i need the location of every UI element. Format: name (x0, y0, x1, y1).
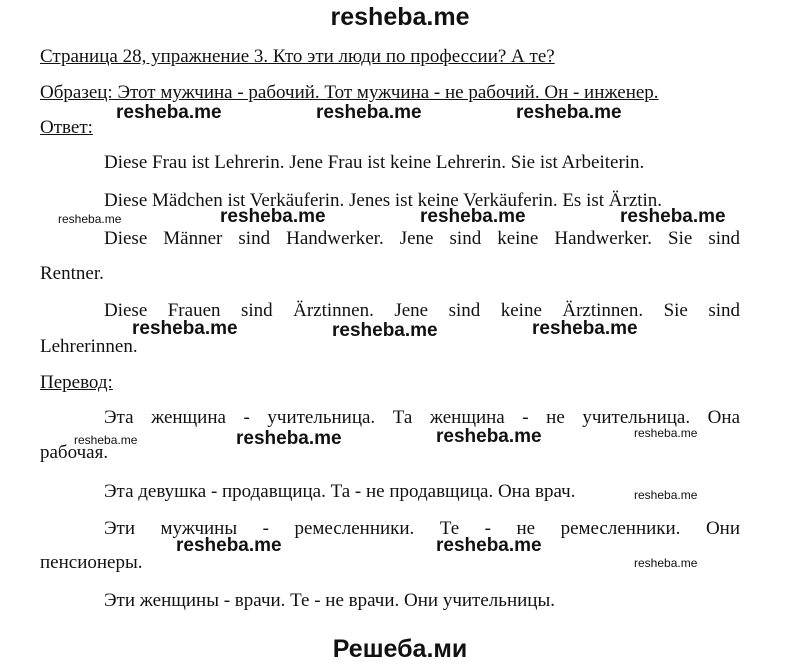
translation-line-2: Эта девушка - продавщица. Та - не продавщица. Она врач. (104, 481, 576, 502)
watermark: resheba.me (620, 206, 726, 227)
translation-line-1: Эта женщина - учительница. Та женщина - не учительница. Она (104, 407, 740, 428)
watermark: resheba.me (116, 102, 222, 123)
site-header: resheba.me (330, 3, 470, 31)
site-footer: Решеба.ми (332, 635, 468, 663)
watermark: resheba.me (516, 102, 622, 123)
watermark: resheba.me (436, 426, 542, 447)
translation-line-3-cont: пенсионеры. (40, 552, 143, 573)
watermark: resheba.me (532, 318, 638, 339)
watermark: resheba.me (436, 535, 542, 556)
watermark: resheba.me (132, 318, 238, 339)
watermark-small: resheba.me (634, 556, 698, 570)
watermark: resheba.me (316, 102, 422, 123)
watermark: resheba.me (236, 428, 342, 449)
answer-line-4: Diese Frauen sind Ärztinnen. Jene sind keine Ärztinnen. Sie sind (104, 300, 740, 321)
watermark: resheba.me (332, 320, 438, 341)
watermark: resheba.me (420, 206, 526, 227)
answer-line-2: Diese Mädchen ist Verkäuferin. Jenes ist keine Verkäuferin. Es ist Ärztin. (104, 190, 663, 211)
translation-line-3: Эти мужчины - ремесленники. Те - не ремесленники. Они (104, 518, 740, 539)
answer-line-1: Diese Frau ist Lehrerin. Jene Frau ist keine Lehrerin. Sie ist Arbeiterin. (104, 152, 645, 173)
answer-line-3-cont: Rentner. (40, 263, 104, 284)
translation-label: Перевод: (40, 372, 113, 393)
watermark-small: resheba.me (58, 212, 122, 226)
task-title: Страница 28, упражнение 3. Кто эти люди по профессии? А те? (40, 46, 555, 67)
example-sentence: Образец: Этот мужчина - рабочий. Тот мужчина - не рабочий. Он - инженер. (40, 82, 659, 103)
watermark: resheba.me (176, 535, 282, 556)
answer-label: Ответ: (40, 117, 93, 138)
answer-line-3: Diese Männer sind Handwerker. Jene sind keine Handwerker. Sie sind (104, 228, 740, 249)
watermark: resheba.me (220, 206, 326, 227)
watermark-small: resheba.me (634, 488, 698, 502)
watermark-small: resheba.me (634, 426, 698, 440)
answer-line-4-cont: Lehrerinnen. (40, 336, 138, 357)
translation-line-1-cont: рабочая. (40, 442, 109, 463)
translation-line-4: Эти женщины - врачи. Те - не врачи. Они учительницы. (104, 590, 555, 611)
watermark-small: resheba.me (74, 433, 138, 447)
